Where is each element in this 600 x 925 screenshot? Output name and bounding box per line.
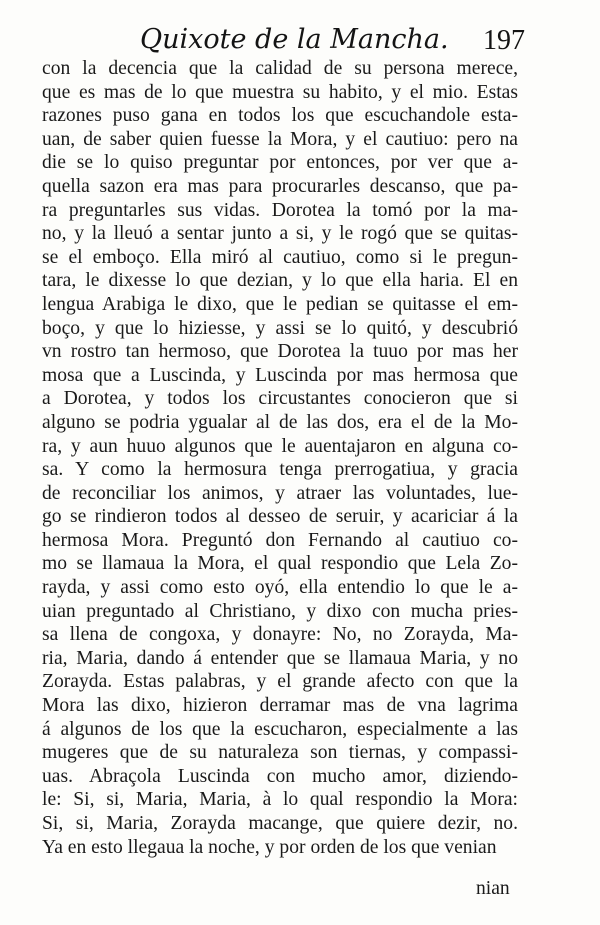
text-line: Ya en esto llegaua la noche, y por orden de los que venian xyxy=(42,836,497,858)
text-line: sa. Y como la hermosura tenga prerrogatiua, y gracia xyxy=(42,459,518,481)
catchword: nian xyxy=(476,878,510,899)
text-line: no, y la lleuó a sentar junto a si, y le rogó que se quitas- xyxy=(42,223,518,245)
text-line: mosa que a Luscinda, y Luscinda por mas hermosa que xyxy=(42,364,518,386)
text-line: mo se llamaua la Mora, el qual respondio que Lela Zo- xyxy=(42,553,518,575)
text-line: de reconciliar los animos, y atraer las voluntades, lue- xyxy=(42,482,518,504)
running-title: Quixote de la Mancha. xyxy=(140,24,449,55)
text-line: go se rindieron todos al desseo de seruir, y acariciar á la xyxy=(42,506,518,528)
text-line: sa llena de congoxa, y donayre: No, no Zorayda, Ma- xyxy=(42,624,518,646)
text-line: ra, y aun huuo algunos que le auentajaron en alguna co- xyxy=(42,435,518,457)
text-line: mugeres que de su naturaleza son tiernas, y compassi- xyxy=(42,742,518,764)
page-header xyxy=(0,22,600,62)
text-line: ria, Maria, dando á entender que se llamaua Maria, y no xyxy=(42,647,518,669)
text-line: se el emboço. Ella miró al cautiuo, como si le pregun- xyxy=(42,246,518,268)
text-line: alguno se podria ygualar al de las dos, era el de la Mo- xyxy=(42,411,518,433)
text-line: die se lo quiso preguntar por entonces, por ver que a- xyxy=(42,152,518,174)
text-line: uian preguntado al Christiano, y dixo con mucha pries- xyxy=(42,600,518,622)
text-line: a Dorotea, y todos los circustantes conocieron que si xyxy=(42,388,518,410)
text-line: Mora las dixo, hizieron derramar mas de vna lagrima xyxy=(42,695,518,717)
text-line: á algunos de los que la escucharon, especialmente a las xyxy=(42,718,518,740)
text-line: que es mas de lo que muestra su habito, y el mio. Estas xyxy=(42,81,518,103)
text-line: uan, de saber quien fuesse la Mora, y el cautiuo: pero na xyxy=(42,128,518,150)
text-line: hermosa Mora. Preguntó don Fernando al cautiuo co- xyxy=(42,529,518,551)
text-line: Si, si, Maria, Zorayda macange, que quiere dezir, no. xyxy=(42,813,518,834)
text-line: boço, y que lo hiziesse, y assi se lo quitó, y descubrió xyxy=(42,317,518,339)
text-line: lengua Arabiga le dixo, que le pedian se quitasse el em- xyxy=(42,293,518,315)
text-line: Zorayda. Estas palabras, y el grande afecto con que la xyxy=(42,671,518,693)
text-line: vn rostro tan hermoso, que Dorotea la tuuo por mas her xyxy=(42,341,518,363)
text-line: razones puso gana en todos los que escuchandole esta- xyxy=(42,105,518,127)
text-line: rayda, y assi como esto oyó, ella entendio lo que le a- xyxy=(42,577,518,599)
text-line: con la decencia que la calidad de su persona merece, xyxy=(42,58,518,79)
text-line: ra preguntarles sus vidas. Dorotea la tomó por la ma- xyxy=(42,199,518,221)
text-line: uas. Abraçola Luscinda con mucho amor, diziendo- xyxy=(42,765,518,787)
body-text xyxy=(42,57,518,859)
text-line: tara, le dixesse lo que dezian, y lo que ella haria. El en xyxy=(42,270,518,292)
text-line: quella sazon era mas para procurarles descanso, que pa- xyxy=(42,175,518,197)
page-number: 197 xyxy=(483,25,525,56)
text-line: le: Si, si, Maria, Maria, à lo qual respondio la Mora: xyxy=(42,789,518,811)
